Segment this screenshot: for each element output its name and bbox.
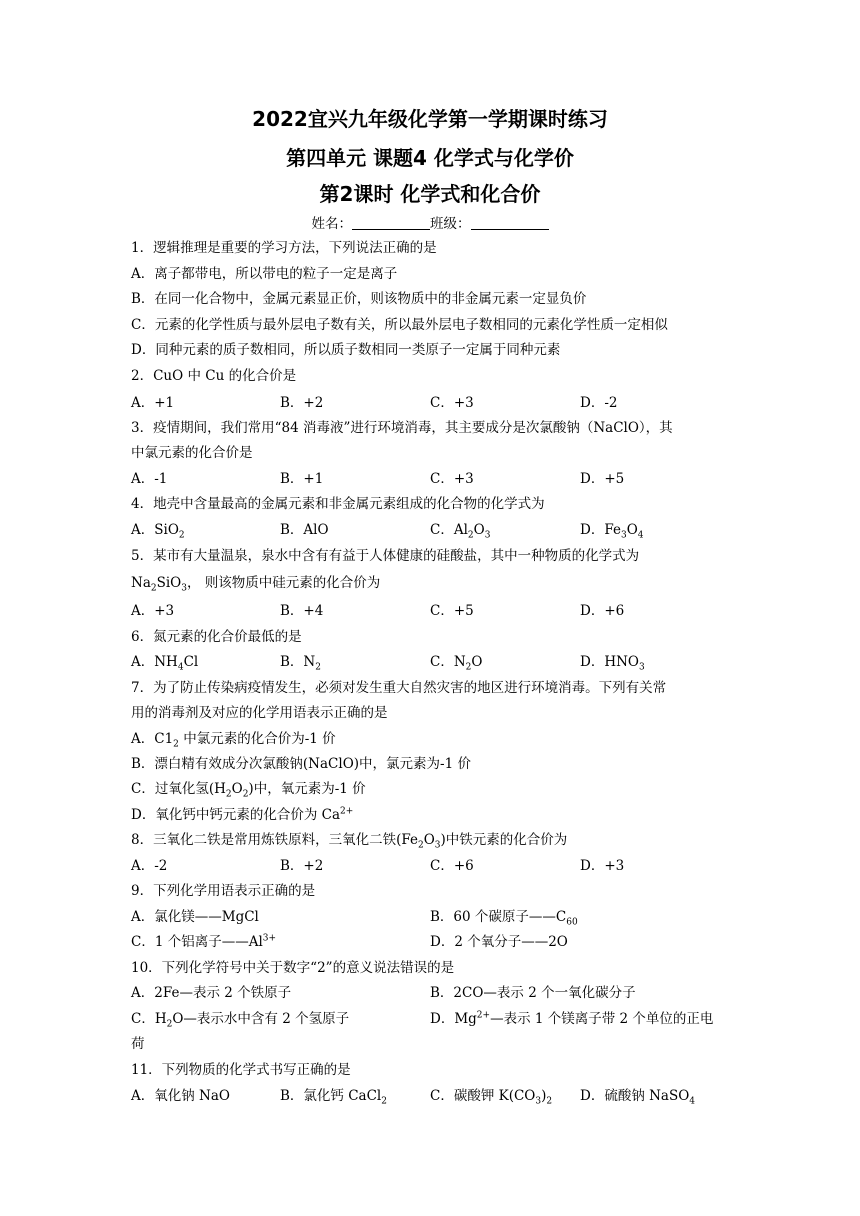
lesson-heading: 第2课时 化学式和化合价 <box>319 182 541 206</box>
q2-option-a: A．+1 <box>131 395 175 411</box>
q1-option-b: B．在同一化合物中，金属元素显正价，则该物质中的非金属元素一定显负价 <box>131 291 587 307</box>
q9-stem: 9．下列化学用语表示正确的是 <box>131 883 316 899</box>
q3-stem-line1: 3．疫情期间，我们常用“84 消毒液”进行环境消毒，其主要成分是次氯酸钠（NaClO），其 <box>131 420 673 436</box>
q7-option-d: D．氧化钙中钙元素的化合价为 $Ca^{2+}$ <box>131 806 354 823</box>
q10-option-b: B．2CO—表示 2 个一氧化碳分子 <box>430 985 636 1001</box>
q6-option-d: D．$HNO_3$ <box>580 654 645 673</box>
worksheet-title: 2022宜兴九年级化学第一学期课时练习 <box>252 107 608 131</box>
q5-stem: 5．某市有大量温泉，泉水中含有有益于人体健康的硅酸盐，其中一种物质的化学式为 <box>131 548 640 564</box>
q9-option-d: D．2 个氧分子——2O <box>430 934 568 950</box>
q8-option-b: B．+2 <box>280 858 324 874</box>
q10-stem: 10．下列化学符号中关于数字“2”的意义说法错误的是 <box>131 960 455 976</box>
q7-option-b: B．漂白精有效成分次氯酸钠(NaClO)中，氯元素为-1 价 <box>131 756 471 772</box>
q5-option-a: A．+3 <box>131 603 175 619</box>
q4-option-c: C．$Al_2O_3$ <box>430 522 491 541</box>
q7-option-a: A．$C1_2$ 中氯元素的化合价为-1 价 <box>131 731 336 750</box>
name-class-row <box>0 214 860 234</box>
q3-option-c: C．+3 <box>430 471 474 487</box>
q10-option-d: D．$Mg^{2+}—$表示 1 个镁离子带 2 个单位的正电 <box>430 1010 714 1027</box>
q8-option-c: C．+6 <box>430 858 474 874</box>
q2-stem: 2．CuO 中 Cu 的化合价是 <box>131 368 297 384</box>
q2-option-c: C．+3 <box>430 395 474 411</box>
q11-option-c: C．碳酸钾 $K(CO_3)_2$ <box>430 1088 553 1107</box>
name-blank[interactable] <box>352 214 430 230</box>
q3-stem-line2: 中氯元素的化合价是 <box>131 445 253 461</box>
class-label: 班级： <box>430 216 471 232</box>
q5-stem-line2: $Na_2SiO_3$， 则该物质中硅元素的化合价为 <box>131 575 381 594</box>
q10-option-a: A．2Fe—表示 2 个铁原子 <box>131 985 292 1001</box>
q3-option-b: B．+1 <box>280 471 324 487</box>
q5-formula: $Na_2SiO_3$ <box>131 575 187 594</box>
q7-stem-line1: 7．为了防止传染病疫情发生，必须对发生重大自然灾害的地区进行环境消毒。下列有关常 <box>131 680 667 696</box>
q4-option-d: D．$Fe_3O_4$ <box>580 522 644 541</box>
q7-stem-line2: 用的消毒剂及对应的化学用语表示正确的是 <box>131 705 388 721</box>
q1-option-c: C．元素的化学性质与最外层电子数有关，所以最外层电子数相同的元素化学性质一定相似 <box>131 317 668 333</box>
q8-stem: 8．三氧化二铁是常用炼铁原料，三氧化二铁$(Fe_2O_3)$中铁元素的化合价为 <box>131 832 568 851</box>
q4-stem: 4．地壳中含量最高的金属元素和非金属元素组成的化合物的化学式为 <box>131 496 545 512</box>
q6-stem: 6．氮元素的化合价最低的是 <box>131 629 302 645</box>
q4-option-b: B．AlO <box>280 522 329 538</box>
q7-option-c: C．过氧化氢$(H_2O_2)$中，氧元素为-1 价 <box>131 781 366 800</box>
class-blank[interactable] <box>471 214 549 230</box>
q4-option-a: A．SiO$_2$ <box>131 522 185 541</box>
q2-option-d: D．-2 <box>580 395 618 411</box>
q1-stem: 1．逻辑推理是重要的学习方法，下列说法正确的是 <box>131 240 437 256</box>
q5-option-b: B．+4 <box>280 603 324 619</box>
q10-option-c: C．$H_2O—$表示水中含有 2 个氢原子 <box>131 1011 350 1030</box>
q9-option-a: A．氯化镁——MgCl <box>131 909 259 925</box>
q6-option-a: A．$NH_4Cl$ <box>131 654 199 673</box>
q1-option-d: D．同种元素的质子数相同，所以质子数相同一类原子一定属于同种元素 <box>131 342 561 358</box>
q5-option-c: C．+5 <box>430 603 474 619</box>
q3-option-a: A．-1 <box>131 471 168 487</box>
q2-option-b: B．+2 <box>280 395 324 411</box>
q6-option-c: C．$N_2O$ <box>430 654 483 673</box>
q6-option-b: B．$N_2$ <box>280 654 321 673</box>
q11-option-d: D．硫酸钠 NaSO$_4$ <box>580 1088 696 1107</box>
q11-stem: 11．下列物质的化学式书写正确的是 <box>131 1062 351 1078</box>
q3-option-d: D．+5 <box>580 471 625 487</box>
q10-option-d-wrap: 荷 <box>131 1036 145 1052</box>
name-label: 姓名： <box>311 216 352 232</box>
q8-option-d: D．+3 <box>580 858 625 874</box>
q8-option-a: A．-2 <box>131 858 168 874</box>
q1-option-a: A．离子都带电，所以带电的粒子一定是离子 <box>131 266 398 282</box>
q11-option-a: A．氧化钠 NaO <box>131 1088 230 1104</box>
q5-option-d: D．+6 <box>580 603 625 619</box>
q9-option-c: C．1 个铝离子$——Al^{3+}$ <box>131 933 277 950</box>
unit-heading: 第四单元 课题4 化学式与化学价 <box>286 146 574 170</box>
q11-option-b: B．氯化钙 CaCl$_2$ <box>280 1088 387 1107</box>
q9-option-b: B．60 个碳原子$——C_{60}$ <box>430 909 578 928</box>
